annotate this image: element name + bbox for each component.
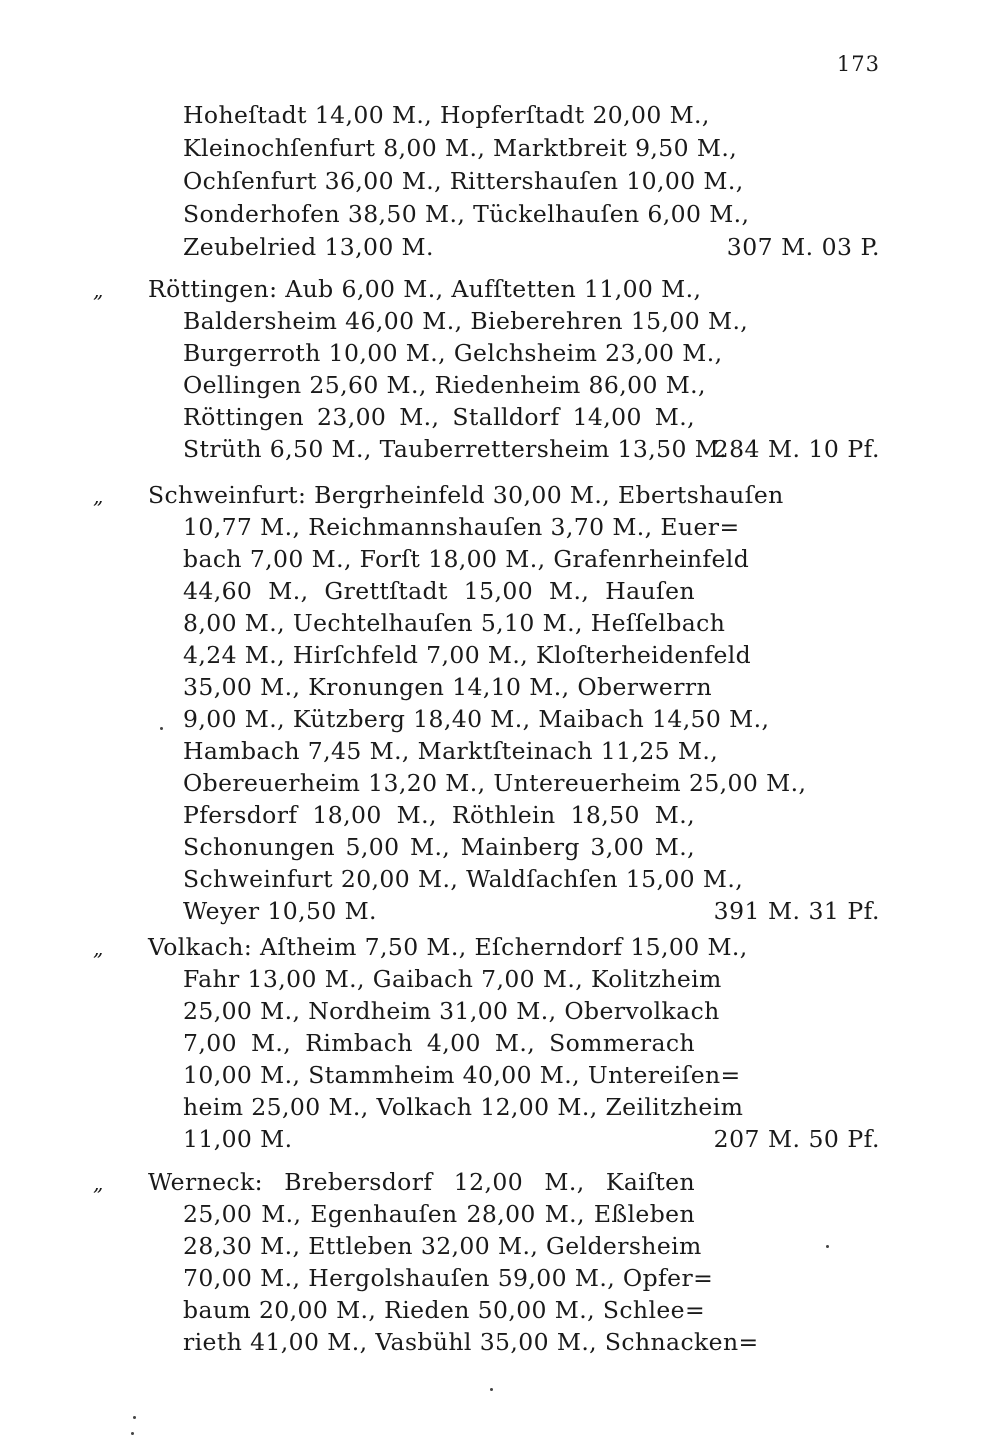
entry-line: Fahr 13,00 M., Gaibach 7,00 M., Kolitzheim <box>183 965 722 993</box>
entry-line: 9,00 M., Kützberg 18,40 M., Maibach 14,50 M., <box>183 705 770 733</box>
entry-line: 4,24 M., Hirſchfeld 7,00 M., Kloſterheidenfeld <box>183 641 752 669</box>
ditto-mark: „ <box>93 1171 104 1195</box>
ditto-mark: „ <box>93 484 104 508</box>
scan-speck <box>490 1388 493 1391</box>
entry-line: Schweinfurt: Bergrheinfeld 30,00 M., Ebertshauſen <box>148 481 784 509</box>
entry-total: 307 M. 03 P. <box>726 233 880 261</box>
entry-line: 7,00 M., Rimbach 4,00 M., Sommerach <box>183 1029 695 1057</box>
entry-line: Weyer 10,50 M. <box>183 897 377 925</box>
entry-line: Volkach: Aſtheim 7,50 M., Eſcherndorf 15,00 M., <box>148 933 748 961</box>
entry-line: Röttingen 23,00 M., Stalldorf 14,00 M., <box>183 403 695 431</box>
entry-line: Strüth 6,50 M., Tauberrettersheim 13,50 M. <box>183 435 728 463</box>
entry-line: Werneck: Brebersdorf 12,00 M., Kaiſten <box>148 1168 695 1196</box>
entry-line: Hambach 7,45 M., Marktſteinach 11,25 M., <box>183 737 719 765</box>
entry-line: baum 20,00 M., Rieden 50,00 M., Schlee= <box>183 1296 706 1324</box>
entry-line: 35,00 M., Kronungen 14,10 M., Oberwerrn <box>183 673 713 701</box>
entry-line: Zeubelried 13,00 M. <box>183 233 434 261</box>
page-number: 173 <box>836 52 880 76</box>
entry-line: heim 25,00 M., Volkach 12,00 M., Zeilitzheim <box>183 1093 744 1121</box>
entry-line: 8,00 M., Uechtelhauſen 5,10 M., Heſſelbach <box>183 609 726 637</box>
entry-total: 284 M. 10 Pf. <box>713 435 880 463</box>
entry-line: 70,00 M., Hergolshauſen 59,00 M., Opfer= <box>183 1264 714 1292</box>
scan-speck <box>131 1432 134 1435</box>
entry-total: 207 M. 50 Pf. <box>713 1125 880 1153</box>
entry-total: 391 M. 31 Pf. <box>713 897 880 925</box>
entry-line: 10,00 M., Stammheim 40,00 M., Untereiſen= <box>183 1061 741 1089</box>
entry-line: 28,30 M., Ettleben 32,00 M., Geldersheim <box>183 1232 702 1260</box>
entry-line: Obereuerheim 13,20 M., Untereuerheim 25,00 M., <box>183 769 807 797</box>
entry-line: 44,60 M., Grettſtadt 15,00 M., Hauſen <box>183 577 695 605</box>
entry-line: 25,00 M., Nordheim 31,00 M., Obervolkach <box>183 997 720 1025</box>
entry-line: bach 7,00 M., Forſt 18,00 M., Grafenrheinfeld <box>183 545 750 573</box>
entry-line: Oellingen 25,60 M., Riedenheim 86,00 M., <box>183 371 706 399</box>
scan-speck <box>160 727 163 730</box>
scan-speck <box>826 1245 829 1248</box>
entry-line: Baldersheim 46,00 M., Bieberehren 15,00 M., <box>183 307 749 335</box>
entry-line: Schonungen 5,00 M., Mainberg 3,00 M., <box>183 833 695 861</box>
entry-line: 25,00 M., Egenhauſen 28,00 M., Eßleben <box>183 1200 695 1228</box>
entry-line: Burgerroth 10,00 M., Gelchsheim 23,00 M., <box>183 339 723 367</box>
entry-line: 11,00 M. <box>183 1125 293 1153</box>
entry-line: Hoheſtadt 14,00 M., Hopferſtadt 20,00 M., <box>183 101 710 129</box>
entry-line: Schweinfurt 20,00 M., Waldſachſen 15,00 M., <box>183 865 744 893</box>
entry-line: Ochſenfurt 36,00 M., Rittershauſen 10,00 M., <box>183 167 744 195</box>
entry-line: Sonderhofen 38,50 M., Tückelhauſen 6,00 M., <box>183 200 750 228</box>
entry-line: 10,77 M., Reichmannshauſen 3,70 M., Euer= <box>183 513 740 541</box>
scan-speck <box>133 1416 136 1419</box>
ditto-mark: „ <box>93 278 104 302</box>
entry-line: Röttingen: Aub 6,00 M., Aufſtetten 11,00 M., <box>148 275 702 303</box>
entry-line: Pfersdorf 18,00 M., Röthlein 18,50 M., <box>183 801 695 829</box>
entry-line: rieth 41,00 M., Vasbühl 35,00 M., Schnacken= <box>183 1328 759 1356</box>
ditto-mark: „ <box>93 936 104 960</box>
entry-line: Kleinochſenfurt 8,00 M., Marktbreit 9,50 M., <box>183 134 738 162</box>
